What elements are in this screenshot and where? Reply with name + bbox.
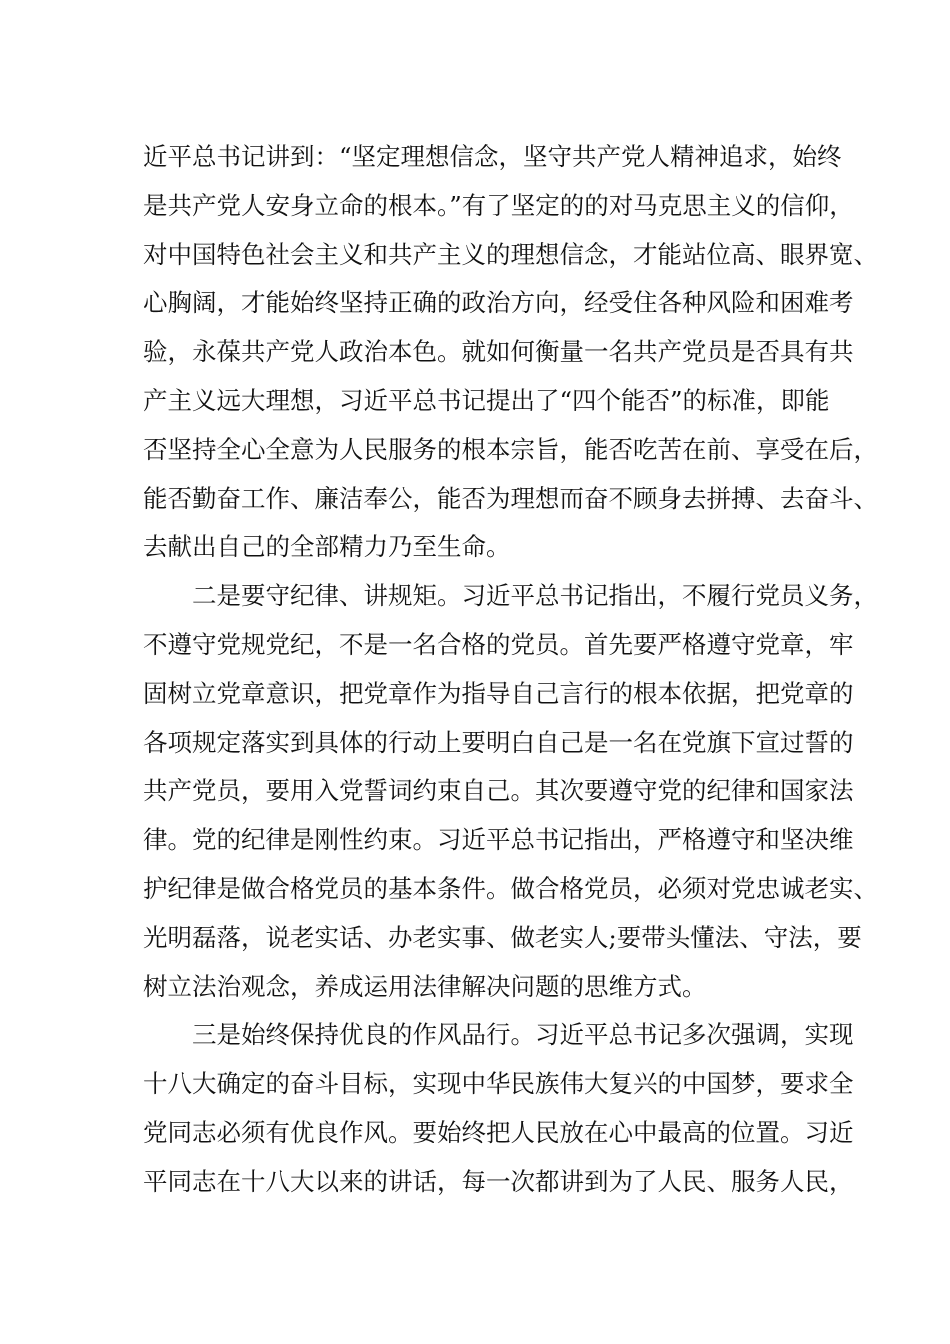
text-line: 对中国特色社会主义和共产主义的理想信念，才能站位高、眼界宽、 [143, 239, 878, 269]
text-line: 树立法治观念，养成运用法律解决问题的思维方式。 [143, 971, 707, 1001]
text-line: 去献出自己的全部精力乃至生命。 [143, 532, 511, 562]
text-line: 是共产党人安身立命的根本。”有了坚定的的对马克思主义的信仰， [143, 190, 854, 220]
text-line: 护纪律是做合格党员的基本条件。做合格党员，必须对党忠诚老实、 [143, 873, 878, 903]
text-line: 能否勤奋工作、廉洁奉公，能否为理想而奋不顾身去拼搏、去奋斗、 [143, 483, 878, 513]
body-text [143, 133, 878, 1207]
text-line: 否坚持全心全意为人民服务的根本宗旨，能否吃苦在前、享受在后， [143, 434, 878, 464]
text-line: 近平总书记讲到：“坚定理想信念，坚守共产党人精神追求，始终 [143, 142, 842, 171]
paragraph-start-line: 二是要守纪律、讲规矩。习近平总书记指出，不履行党员义务， [192, 581, 878, 611]
text-line: 不遵守党规党纪，不是一名合格的党员。首先要严格遵守党章，牢 [143, 629, 854, 659]
text-line: 光明磊落，说老实话、办老实事、做老实人;要带头懂法、守法，要 [143, 922, 862, 952]
text-line: 心胸阔，才能始终坚持正确的政治方向，经受住各种风险和困难考 [143, 288, 854, 318]
text-line: 固树立党章意识，把党章作为指导自己言行的根本依据，把党章的 [143, 678, 854, 708]
text-line: 验，永葆共产党人政治本色。就如何衡量一名共产党员是否具有共 [143, 337, 854, 367]
paragraph-start-line: 三是始终保持优良的作风品行。习近平总书记多次强调，实现 [192, 1020, 854, 1050]
text-line: 各项规定落实到具体的行动上要明白自己是一名在党旗下宣过誓的 [143, 727, 854, 757]
text-line: 平同志在十八大以来的讲话，每一次都讲到为了人民、服务人民， [143, 1166, 854, 1196]
text-line: 党同志必须有优良作风。要始终把人民放在心中最高的位置。习近 [143, 1117, 854, 1147]
text-line: 律。党的纪律是刚性约束。习近平总书记指出，严格遵守和坚决维 [143, 825, 854, 855]
text-line: 共产党员，要用入党誓词约束自己。其次要遵守党的纪律和国家法 [143, 776, 854, 806]
text-line: 产主义远大理想，习近平总书记提出了“四个能否”的标准，即能 [143, 385, 830, 415]
text-line: 十八大确定的奋斗目标，实现中华民族伟大复兴的中国梦，要求全 [143, 1069, 854, 1099]
